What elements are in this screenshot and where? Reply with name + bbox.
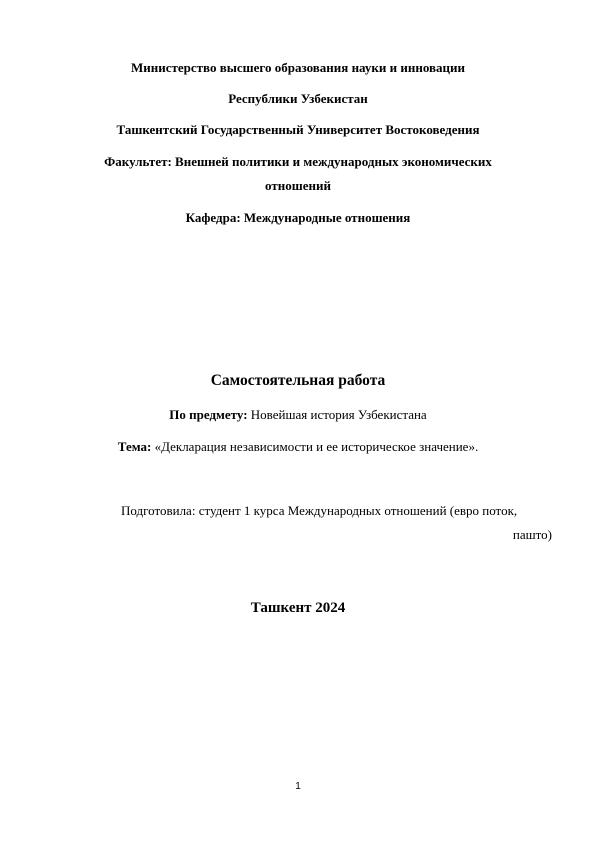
topic-value: «Декларация независимости и ее историческое значение». [151,439,479,454]
subject-label: По предмету: [169,407,248,422]
city-year: Ташкент 2024 [250,600,346,616]
author-line-2: пашто) [512,527,552,542]
department-name: Кафедра: Международные отношения [185,210,411,225]
ministry-line-2: Республики Узбекистан [228,91,368,106]
subject-value: Новейшая история Узбекистана [247,407,427,422]
subject-line [0,407,596,423]
ministry-line-1: Министерство высшего образования науки и инновации [130,60,466,75]
faculty-line-2: отношений [265,178,331,193]
university-name: Ташкентский Государственный Университет Востоковедения [116,122,480,137]
work-title: Самостоятельная работа [210,372,386,389]
faculty-line-1: Факультет: Внешней политики и международных экономических [104,154,492,169]
topic-line [0,439,596,455]
author-line-1: Подготовила: студент 1 курса Международных отношений (евро поток, [121,503,518,518]
page-number: 1 [295,781,301,792]
topic-label: Тема: [117,439,152,454]
